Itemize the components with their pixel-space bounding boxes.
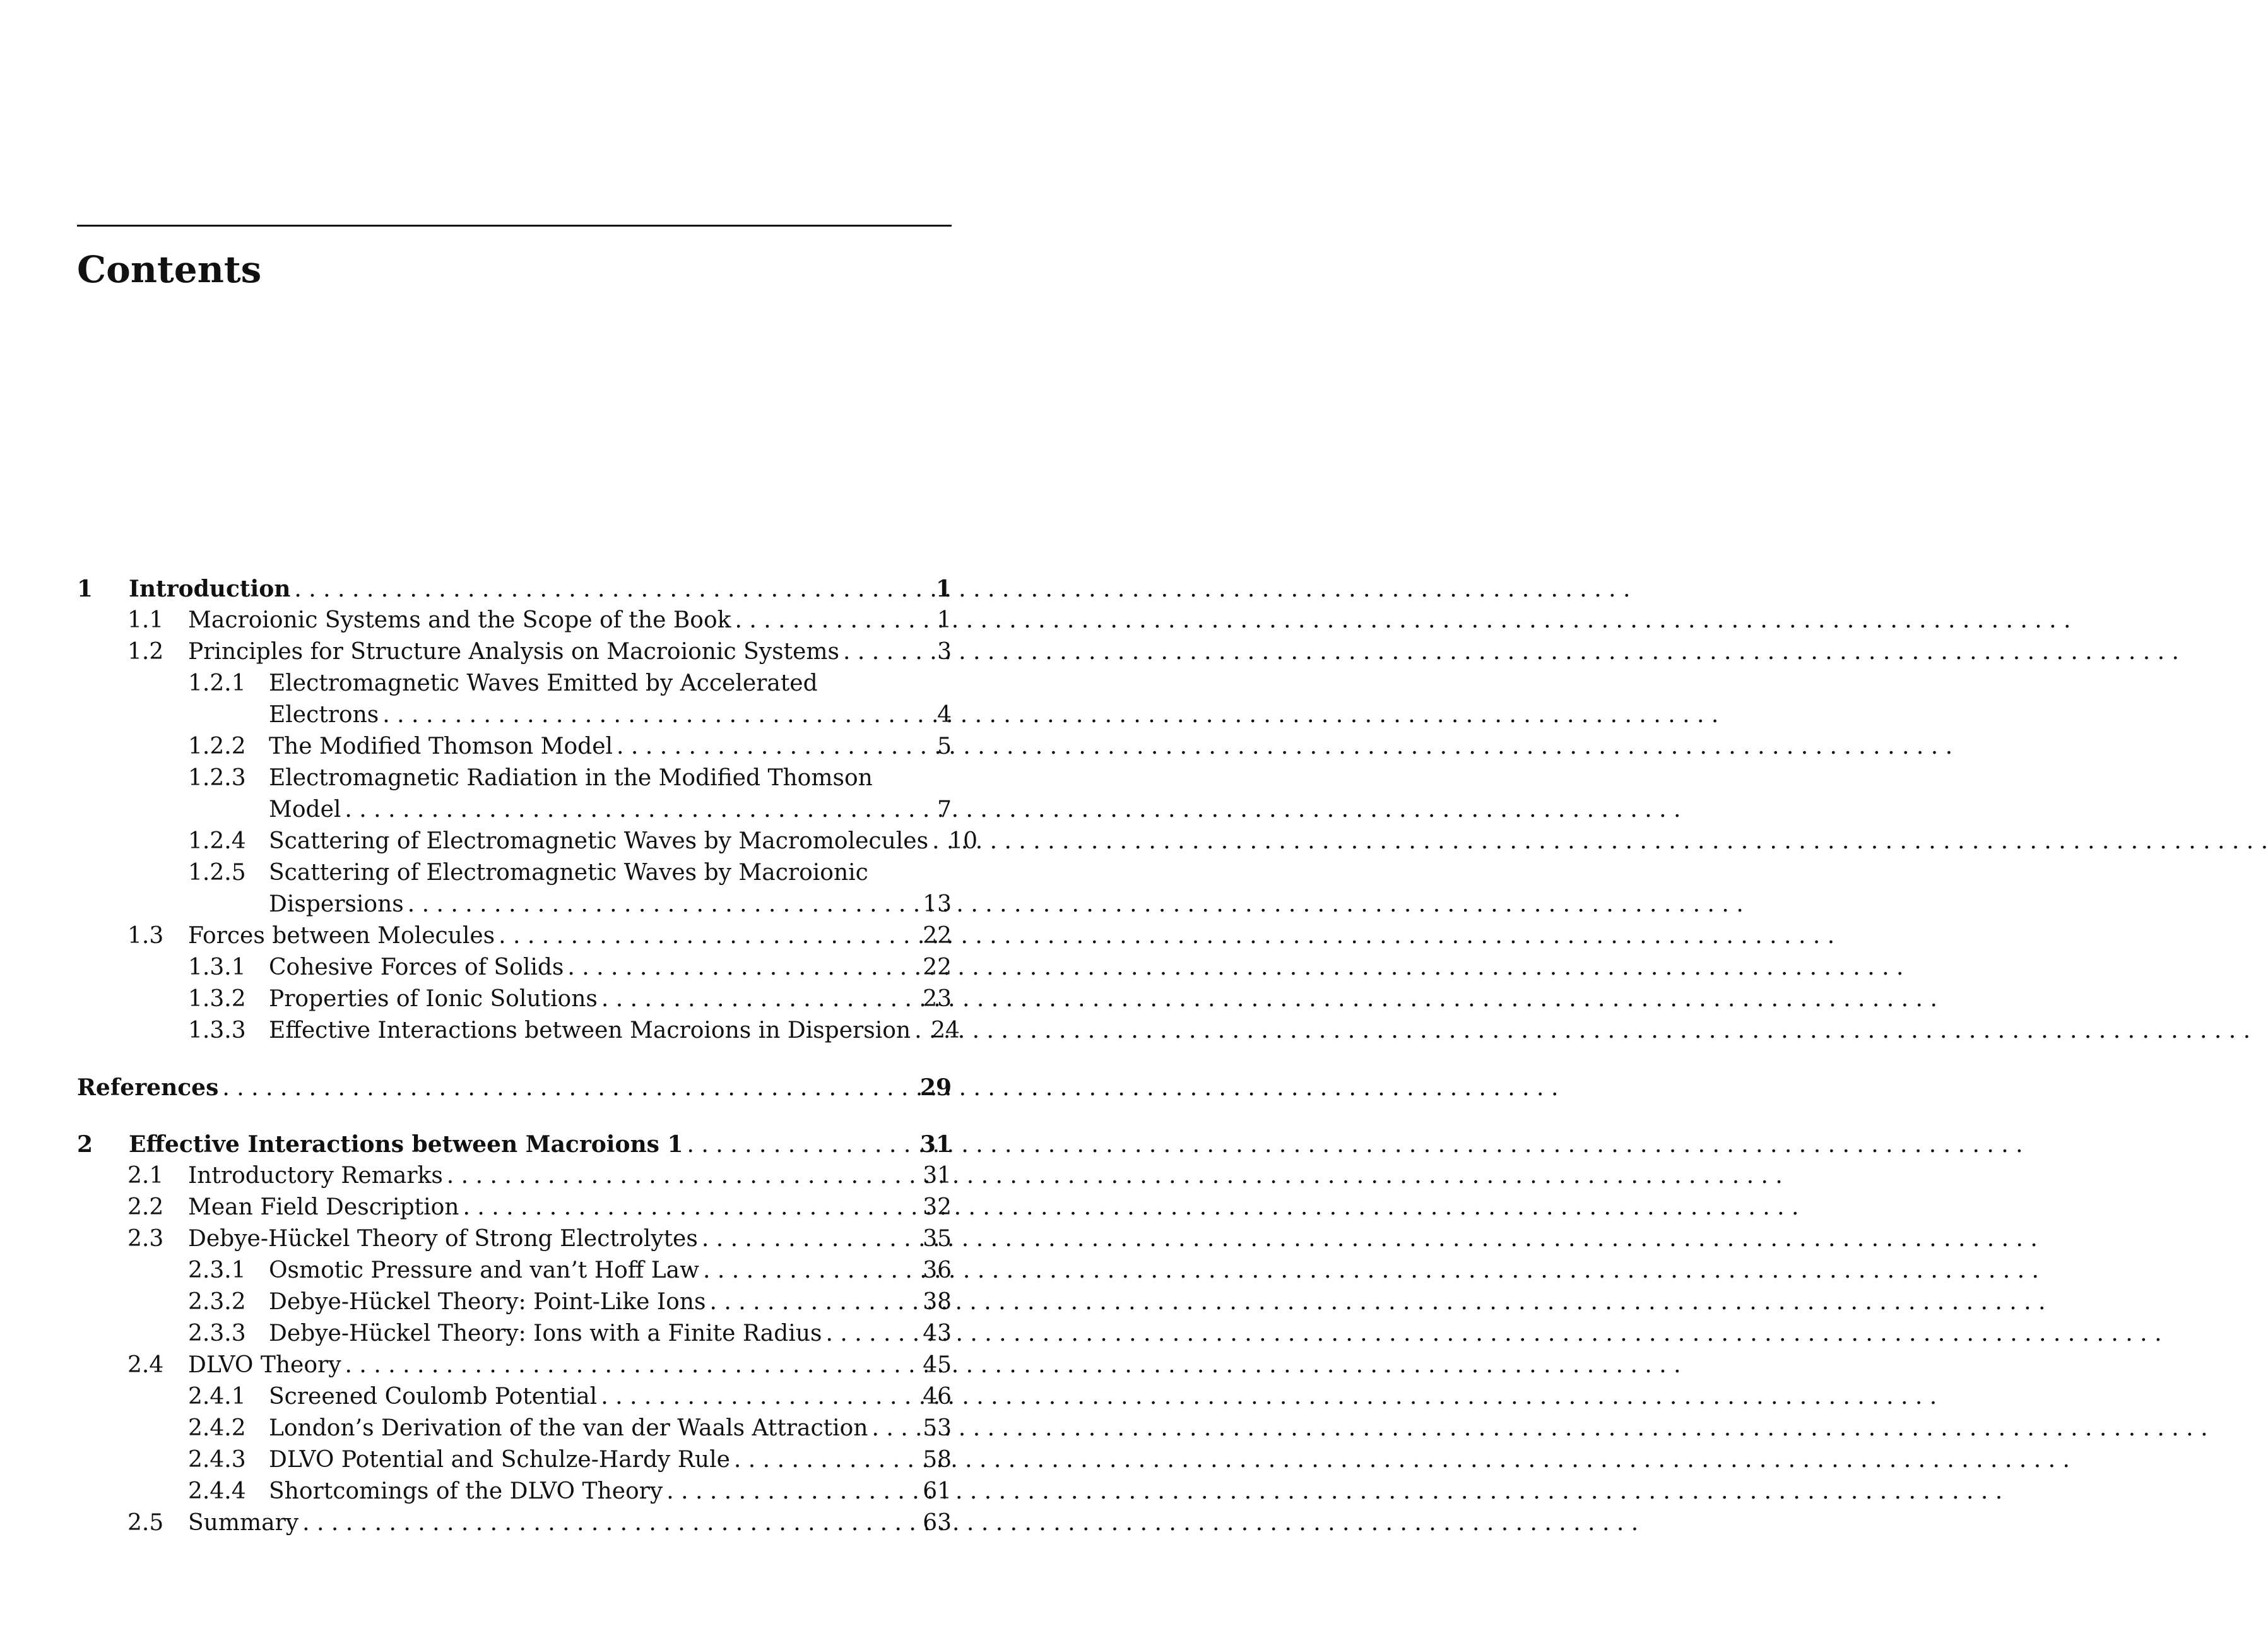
dot-leader bbox=[928, 826, 942, 857]
page-title: Contents bbox=[77, 248, 262, 291]
toc-entry[interactable] bbox=[77, 1223, 952, 1255]
dot-leader bbox=[379, 699, 916, 731]
toc-entry[interactable] bbox=[77, 1413, 952, 1444]
toc-entry-number: 1.2.5 bbox=[188, 860, 246, 886]
toc-entry-line bbox=[269, 1413, 952, 1444]
section-gap bbox=[77, 1103, 952, 1129]
dot-leader bbox=[218, 1072, 916, 1104]
dot-leader bbox=[598, 983, 916, 1015]
toc-entry-title: DLVO Potential and Schulze-Hardy Rule bbox=[269, 1447, 730, 1473]
toc-entry-line bbox=[269, 1318, 952, 1350]
toc-entry-title-continued: Electrons bbox=[269, 702, 379, 728]
toc-entry-number: 2.2 bbox=[127, 1194, 164, 1220]
toc-entry-title: Electromagnetic Radiation in the Modified Thomson bbox=[269, 765, 873, 791]
toc-entry-page: 53 bbox=[923, 1415, 952, 1441]
toc-entry-number: 2.4 bbox=[127, 1352, 164, 1378]
toc-entry-line bbox=[188, 1507, 952, 1539]
toc-entry[interactable] bbox=[77, 1160, 952, 1192]
toc-entry-page: 10 bbox=[948, 828, 978, 854]
toc-entry-title: The Modified Thomson Model bbox=[269, 733, 613, 759]
toc-entry-line bbox=[269, 1015, 960, 1047]
toc-entry-page: 43 bbox=[923, 1321, 952, 1346]
toc-entry[interactable] bbox=[77, 1072, 952, 1103]
toc-entry[interactable] bbox=[77, 1318, 952, 1350]
toc-entry-page: 7 bbox=[937, 797, 952, 822]
toc-entry-title: London’s Derivation of the van der Waals Attraction bbox=[269, 1415, 868, 1441]
toc-entry-number: 1.2.2 bbox=[188, 733, 246, 759]
dot-leader bbox=[706, 1286, 916, 1318]
toc-entry[interactable] bbox=[77, 1444, 952, 1476]
toc-entry-line bbox=[188, 1160, 952, 1192]
dot-leader bbox=[613, 731, 916, 763]
toc-entry-line bbox=[269, 952, 952, 983]
toc-entry-page: 31 bbox=[923, 1163, 952, 1189]
toc-entry-line bbox=[129, 573, 952, 605]
toc-entry-title-continued: Model bbox=[269, 797, 341, 822]
toc-entry-page: 31 bbox=[919, 1131, 952, 1158]
toc-entry-title: Mean Field Description bbox=[188, 1194, 459, 1220]
toc-entry[interactable] bbox=[77, 1381, 952, 1413]
dot-leader bbox=[495, 920, 916, 952]
toc-entry[interactable] bbox=[77, 1129, 952, 1160]
toc-entry-title: Properties of Ionic Solutions bbox=[269, 986, 598, 1012]
dot-leader bbox=[404, 889, 916, 920]
toc-entry-page: 58 bbox=[923, 1447, 952, 1473]
toc-entry-number: 2.1 bbox=[127, 1163, 164, 1189]
toc-entry-page: 45 bbox=[923, 1352, 952, 1378]
toc-entry[interactable] bbox=[77, 1476, 952, 1507]
toc-entry[interactable] bbox=[77, 731, 952, 763]
toc-entry-title: Debye-Hückel Theory: Ions with a Finite Radius bbox=[269, 1321, 822, 1346]
dot-leader bbox=[698, 1223, 916, 1255]
toc-entry-line bbox=[269, 1286, 952, 1318]
toc-entry-title: Introductory Remarks bbox=[188, 1163, 443, 1189]
dot-leader bbox=[839, 636, 916, 668]
toc-entry-line bbox=[269, 983, 952, 1015]
toc-entry-page: 46 bbox=[923, 1384, 952, 1410]
toc-entry[interactable] bbox=[77, 605, 952, 636]
toc-entry[interactable] bbox=[77, 763, 952, 794]
dot-leader bbox=[564, 952, 916, 983]
toc-entry-number: 1.3.1 bbox=[188, 954, 246, 980]
dot-leader bbox=[663, 1476, 916, 1507]
toc-entry-line bbox=[188, 605, 952, 636]
toc-entry-line bbox=[188, 636, 952, 668]
toc-entry-number: 1.2 bbox=[127, 639, 164, 665]
toc-entry-title: Introduction bbox=[129, 576, 291, 602]
toc-entry[interactable] bbox=[77, 1350, 952, 1381]
toc-entry-line bbox=[269, 699, 952, 731]
toc-entry-line bbox=[269, 889, 952, 920]
toc-entry-page: 35 bbox=[923, 1226, 952, 1252]
toc-entry-line bbox=[188, 1350, 952, 1381]
toc-entry[interactable] bbox=[77, 573, 952, 605]
toc-entry-number: 2.4.2 bbox=[188, 1415, 246, 1441]
header-rule bbox=[77, 225, 952, 227]
toc-entry-page: 24 bbox=[931, 1018, 960, 1043]
toc-entry-title: Scattering of Electromagnetic Waves by Macromolecules bbox=[269, 828, 929, 854]
toc-entry-continuation[interactable] bbox=[77, 794, 952, 826]
toc-entry-number: 2.3.1 bbox=[188, 1257, 246, 1283]
toc-entry-number: 1.2.4 bbox=[188, 828, 246, 854]
toc-entry-page: 23 bbox=[923, 986, 952, 1012]
toc-entry[interactable] bbox=[77, 1507, 952, 1539]
toc-entry-number: 2.4.3 bbox=[188, 1447, 246, 1473]
toc-entry-title: Debye-Hückel Theory: Point-Like Ions bbox=[269, 1289, 706, 1315]
toc-entry-number: 2.3.2 bbox=[188, 1289, 246, 1315]
toc-entry[interactable] bbox=[77, 1286, 952, 1318]
toc-entry-continuation[interactable] bbox=[77, 889, 952, 920]
toc-entry[interactable] bbox=[77, 920, 952, 952]
toc-entry-title: DLVO Theory bbox=[188, 1352, 341, 1378]
toc-entry[interactable] bbox=[77, 668, 952, 699]
toc-entry-title: Effective Interactions between Macroions 1 bbox=[129, 1131, 683, 1158]
toc-entry-line bbox=[269, 826, 978, 857]
toc-entry-page: 1 bbox=[937, 607, 952, 633]
toc-entry-number: 2.3 bbox=[127, 1226, 164, 1252]
toc-entry[interactable] bbox=[77, 857, 952, 889]
toc-entry-number: 2.4.4 bbox=[188, 1478, 246, 1504]
toc-entry-line bbox=[129, 1129, 952, 1161]
toc-entry-title: Principles for Structure Analysis on Macroionic Systems bbox=[188, 639, 839, 665]
toc-entry-line bbox=[188, 920, 952, 952]
toc-entry-page: 29 bbox=[919, 1074, 952, 1101]
toc-entry-line bbox=[269, 1444, 952, 1476]
toc-entry-number: 1.3.3 bbox=[188, 1018, 246, 1043]
toc-entry-line bbox=[269, 794, 952, 826]
toc-entry[interactable] bbox=[77, 1255, 952, 1286]
dot-leader bbox=[459, 1192, 916, 1223]
toc-entry-title: Electromagnetic Waves Emitted by Accelerated bbox=[269, 670, 818, 696]
toc-entry-number: 2.5 bbox=[127, 1510, 164, 1536]
toc-entry-line bbox=[269, 668, 952, 699]
table-of-contents bbox=[77, 573, 978, 1539]
section-gap bbox=[77, 1047, 952, 1072]
toc-entry-number: 2.3.3 bbox=[188, 1321, 246, 1346]
toc-entry-number: 1.2.1 bbox=[188, 670, 246, 696]
toc-entry-title: Shortcomings of the DLVO Theory bbox=[269, 1478, 663, 1504]
toc-entry-line bbox=[269, 1476, 952, 1507]
toc-entry-page: 36 bbox=[923, 1257, 952, 1283]
toc-entry[interactable] bbox=[77, 983, 952, 1015]
toc-entry-number: 1.3.2 bbox=[188, 986, 246, 1012]
toc-entry-line bbox=[269, 857, 952, 889]
toc-entry[interactable] bbox=[77, 636, 952, 668]
toc-entry-page: 61 bbox=[923, 1478, 952, 1504]
dot-leader bbox=[298, 1507, 916, 1539]
toc-entry-number: 2.4.1 bbox=[188, 1384, 246, 1410]
toc-entry-title: Osmotic Pressure and van’t Hoff Law bbox=[269, 1257, 699, 1283]
toc-entry-page: 63 bbox=[923, 1510, 952, 1536]
toc-entry-title: Macroionic Systems and the Scope of the Book bbox=[188, 607, 731, 633]
toc-entry[interactable] bbox=[77, 1192, 952, 1223]
toc-entry[interactable] bbox=[77, 1015, 960, 1047]
toc-entry-page: 22 bbox=[923, 923, 952, 949]
toc-entry-continuation[interactable] bbox=[77, 699, 952, 731]
toc-entry-title: Scattering of Electromagnetic Waves by Macroionic bbox=[269, 860, 868, 886]
dot-leader bbox=[341, 794, 916, 826]
toc-entry-line bbox=[269, 1381, 952, 1413]
dot-leader bbox=[341, 1350, 916, 1381]
toc-entry-line bbox=[269, 731, 952, 763]
toc-entry-page: 1 bbox=[935, 576, 952, 602]
toc-entry-line bbox=[188, 1223, 952, 1255]
dot-leader bbox=[683, 1129, 916, 1161]
toc-entry[interactable] bbox=[77, 826, 978, 857]
toc-entry-title: Effective Interactions between Macroions in Dispersion bbox=[269, 1018, 911, 1043]
toc-entry-title: Forces between Molecules bbox=[188, 923, 495, 949]
toc-entry[interactable] bbox=[77, 952, 952, 983]
dot-leader bbox=[597, 1381, 916, 1413]
toc-entry-line bbox=[269, 1255, 952, 1286]
toc-entry-page: 38 bbox=[923, 1289, 952, 1315]
toc-entry-page: 22 bbox=[923, 954, 952, 980]
dot-leader bbox=[868, 1413, 916, 1444]
dot-leader bbox=[290, 574, 916, 605]
toc-entry-title: References bbox=[77, 1074, 219, 1101]
toc-entry-line bbox=[269, 763, 952, 794]
dot-leader bbox=[699, 1255, 916, 1286]
toc-entry-line bbox=[188, 1192, 952, 1223]
toc-entry-title-continued: Dispersions bbox=[269, 891, 404, 917]
toc-entry-number: 1.1 bbox=[127, 607, 164, 633]
toc-entry-line bbox=[77, 1072, 952, 1104]
toc-entry-number: 2 bbox=[77, 1131, 93, 1158]
toc-entry-title: Screened Coulomb Potential bbox=[269, 1384, 598, 1410]
toc-entry-title: Summary bbox=[188, 1510, 299, 1536]
toc-entry-page: 5 bbox=[937, 733, 952, 759]
toc-entry-number: 1.3 bbox=[127, 923, 164, 949]
toc-entry-title: Debye-Hückel Theory of Strong Electrolytes bbox=[188, 1226, 698, 1252]
dot-leader bbox=[911, 1015, 924, 1047]
toc-entry-number: 1 bbox=[77, 576, 93, 602]
toc-entry-page: 32 bbox=[923, 1194, 952, 1220]
dot-leader bbox=[730, 1444, 916, 1476]
toc-entry-number: 1.2.3 bbox=[188, 765, 246, 791]
dot-leader bbox=[443, 1160, 916, 1192]
toc-entry-page: 3 bbox=[937, 639, 952, 665]
toc-entry-page: 4 bbox=[937, 702, 952, 728]
toc-entry-page: 13 bbox=[923, 891, 952, 917]
toc-entry-title: Cohesive Forces of Solids bbox=[269, 954, 564, 980]
dot-leader bbox=[731, 605, 916, 636]
dot-leader bbox=[822, 1318, 916, 1350]
